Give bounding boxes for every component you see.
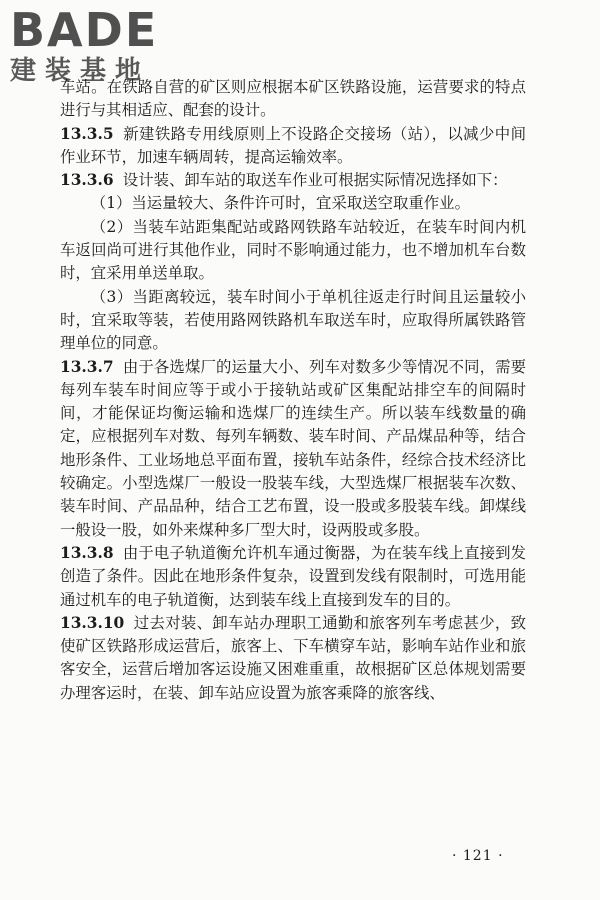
clause (60, 542, 526, 612)
paragraph-text: 车站。在铁路自营的矿区则应根据本矿区铁路设施，运营要求的特点进行与其相适应、配套的设计。 (60, 78, 526, 120)
clause (60, 169, 526, 192)
clause-number: 13.3.6 (60, 171, 114, 190)
clause (60, 123, 526, 170)
clause-text: 设计装、卸车站的取送车作业可根据实际情况选择如下： (122, 171, 508, 190)
page-body (60, 76, 526, 705)
list-item-text: （3）当距离较远，装车时间小于单机往返走行时间且运量较小时，宜采取等装，若使用路网铁路机车取送车时，应取得所属铁路管理单位的同意。 (60, 287, 526, 353)
clause-text: 过去对装、卸车站办理职工通勤和旅客列车考虑甚少，致使矿区铁路形成运营后，旅客上、下车横穿车站，影响车站作业和旅客安全，运营后增加客运设施又困难重重，故根据矿区总体规划需要办理客运时，在装、卸车站应设置为旅客乘降的旅客线、 (60, 613, 526, 702)
paragraph (60, 76, 526, 123)
clause-number: 13.3.10 (60, 613, 125, 632)
list-item (60, 192, 526, 215)
page-number: · 121 · (452, 848, 504, 864)
list-item (60, 286, 526, 356)
clause-text: 由于电子轨道衡允许机车通过衡器，为在装车线上直接到发创造了条件。因此在地形条件复杂，设置到发线有限制时，可选用能通过机车的电子轨道衡，达到装车线上直接到发车的目的。 (60, 543, 526, 609)
clause-text: 由于各选煤厂的运量大小、列车对数多少等情况不同，需要每列车装车时间应等于或小于接轨站或矿区集配站排空车的间隔时间，才能保证均衡运输和选煤厂的连续生产。所以装车线数量的确定，应根据列车对数、每列车辆数、装车时间、产品煤品种等，结合地形条件、工业场地总平面布置，接轨车站条件，经综合技术经济比较确定。小型选煤厂一般设一股装车线，大型选煤厂根据装车次数、装车时间、产品品种，结合工艺布置，设一股或多股装车线。卸煤线一般设一股，如外来煤种多厂型大时，设两股或多股。 (60, 357, 526, 539)
logo-subtitle: 建装基地 (10, 56, 151, 86)
list-item-text: （1）当运量较大、条件许可时，宜采取送空取重作业。 (90, 194, 470, 213)
list-item (60, 216, 526, 286)
clause-text: 新建铁路专用线原则上不设路企交接场（站），以减少中间作业环节，加速车辆周转，提高运输效率。 (60, 124, 526, 166)
clause-number: 13.3.8 (60, 543, 114, 562)
clause-number: 13.3.7 (60, 357, 114, 376)
list-item-text: （2）当装车站距集配站或路网铁路车站较近，在装车时间内机车返回尚可进行其他作业，同时不影响通过能力，也不增加机车台数时，宜采用单送单取。 (60, 217, 526, 283)
clause (60, 612, 526, 705)
clause (60, 356, 526, 542)
logo-brand: BADE (10, 3, 159, 57)
clause-number: 13.3.5 (60, 124, 114, 143)
